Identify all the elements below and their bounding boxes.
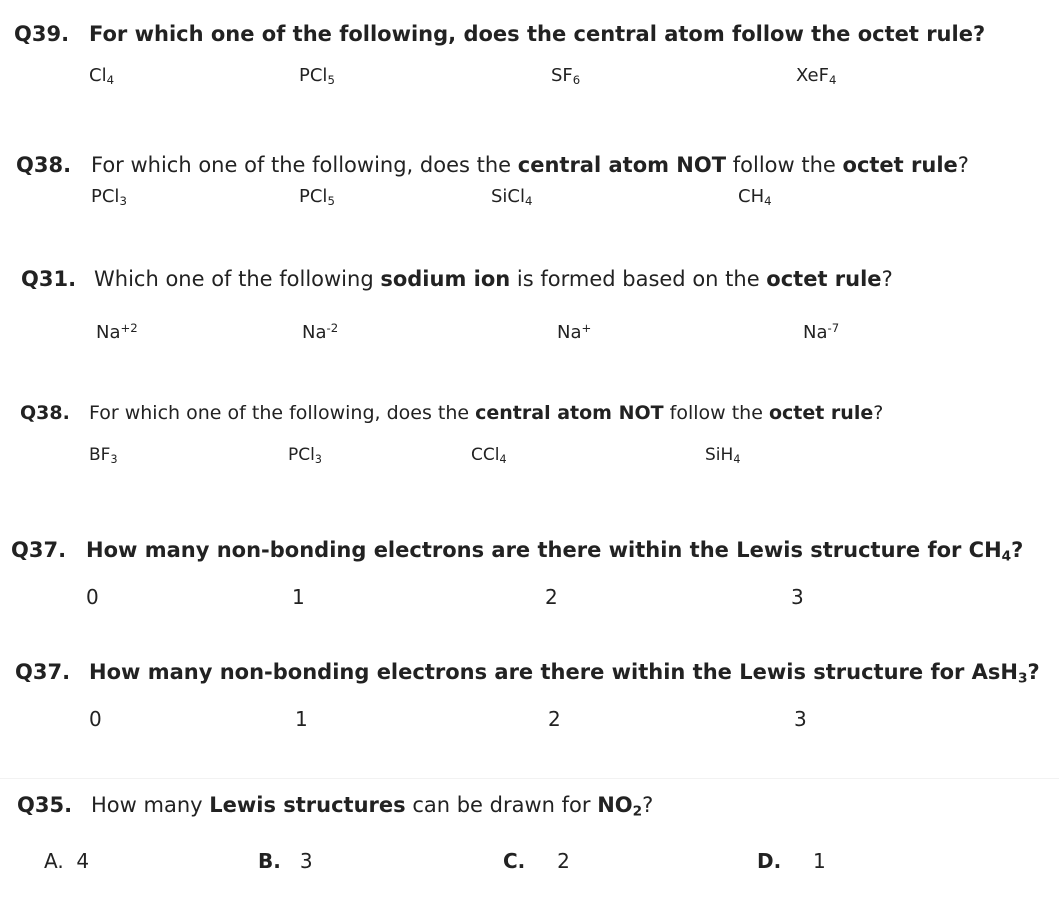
- answer-option[interactable]: $SF_6$: [551, 65, 581, 87]
- answer-option[interactable]: PCl$_5$: [299, 65, 335, 87]
- answer-option[interactable]: $Na^{-2}$: [302, 321, 339, 343]
- question-text: For which one of the following, does the central atom NOT follow the octet rule?: [89, 402, 884, 424]
- option-letter: B.: [258, 849, 281, 873]
- answer-option[interactable]: [503, 849, 570, 873]
- option-value: 4: [76, 849, 90, 873]
- question-text: How many non-bonding electrons are there within the Lewis structure for $CH_4$?: [86, 538, 1024, 565]
- option-value: 2: [557, 849, 570, 873]
- option-value: 3: [299, 849, 313, 873]
- option-letter: A.: [44, 849, 64, 873]
- question-text: Which one of the following sodium ion is formed based on the octet rule?: [94, 267, 893, 291]
- option-letter: D.: [757, 849, 782, 873]
- answer-option[interactable]: $Na^{-7}$: [803, 321, 840, 343]
- answer-option[interactable]: PCl$_5$: [299, 186, 335, 208]
- question-number: Q39.: [14, 22, 70, 46]
- option-letter: C.: [503, 849, 526, 873]
- question-number: Q37.: [11, 538, 67, 562]
- question-number: Q31.: [21, 267, 77, 291]
- section-divider: [0, 778, 1059, 779]
- answer-option[interactable]: 1: [292, 585, 305, 609]
- answer-option[interactable]: 3: [791, 585, 804, 609]
- question-text: For which one of the following, does the central atom follow the octet rule?: [89, 22, 986, 46]
- question-number: Q37.: [15, 660, 71, 684]
- answer-option[interactable]: SiH$_4$: [705, 445, 741, 466]
- answer-option[interactable]: CCl$_4$: [471, 445, 507, 466]
- question-text: How many Lewis structures can be drawn for $NO_2$?: [91, 793, 654, 820]
- answer-option[interactable]: 0: [89, 707, 102, 731]
- answer-option[interactable]: $CH_4$: [738, 186, 772, 208]
- answer-option[interactable]: $Na^{+2}$: [96, 321, 138, 343]
- question-text: How many non-bonding electrons are there within the Lewis structure for AsH$_3$?: [89, 660, 1040, 687]
- answer-option[interactable]: 2: [548, 707, 561, 731]
- answer-option[interactable]: $Cl_4$: [89, 65, 115, 87]
- question-number: Q38.: [20, 402, 70, 424]
- answer-option[interactable]: Na+: [557, 321, 592, 343]
- question-text: For which one of the following, does the central atom NOT follow the octet rule?: [91, 153, 969, 177]
- answer-option[interactable]: 2: [545, 585, 558, 609]
- answer-option[interactable]: [44, 849, 89, 873]
- answer-option[interactable]: 1: [295, 707, 308, 731]
- option-value: 1: [813, 849, 826, 873]
- question-number: Q35.: [17, 793, 73, 817]
- answer-option[interactable]: 0: [86, 585, 99, 609]
- answer-option[interactable]: [258, 849, 313, 873]
- answer-option[interactable]: [757, 849, 826, 873]
- answer-option[interactable]: SiCl$_4$: [491, 186, 533, 208]
- answer-option[interactable]: PCl$_3$: [288, 445, 322, 466]
- question-number: Q38.: [16, 153, 72, 177]
- answer-option[interactable]: XeF$_4$: [796, 65, 837, 87]
- answer-option[interactable]: $BF_3$: [89, 445, 118, 466]
- answer-option[interactable]: 3: [794, 707, 807, 731]
- answer-option[interactable]: PCl$_3$: [91, 186, 127, 208]
